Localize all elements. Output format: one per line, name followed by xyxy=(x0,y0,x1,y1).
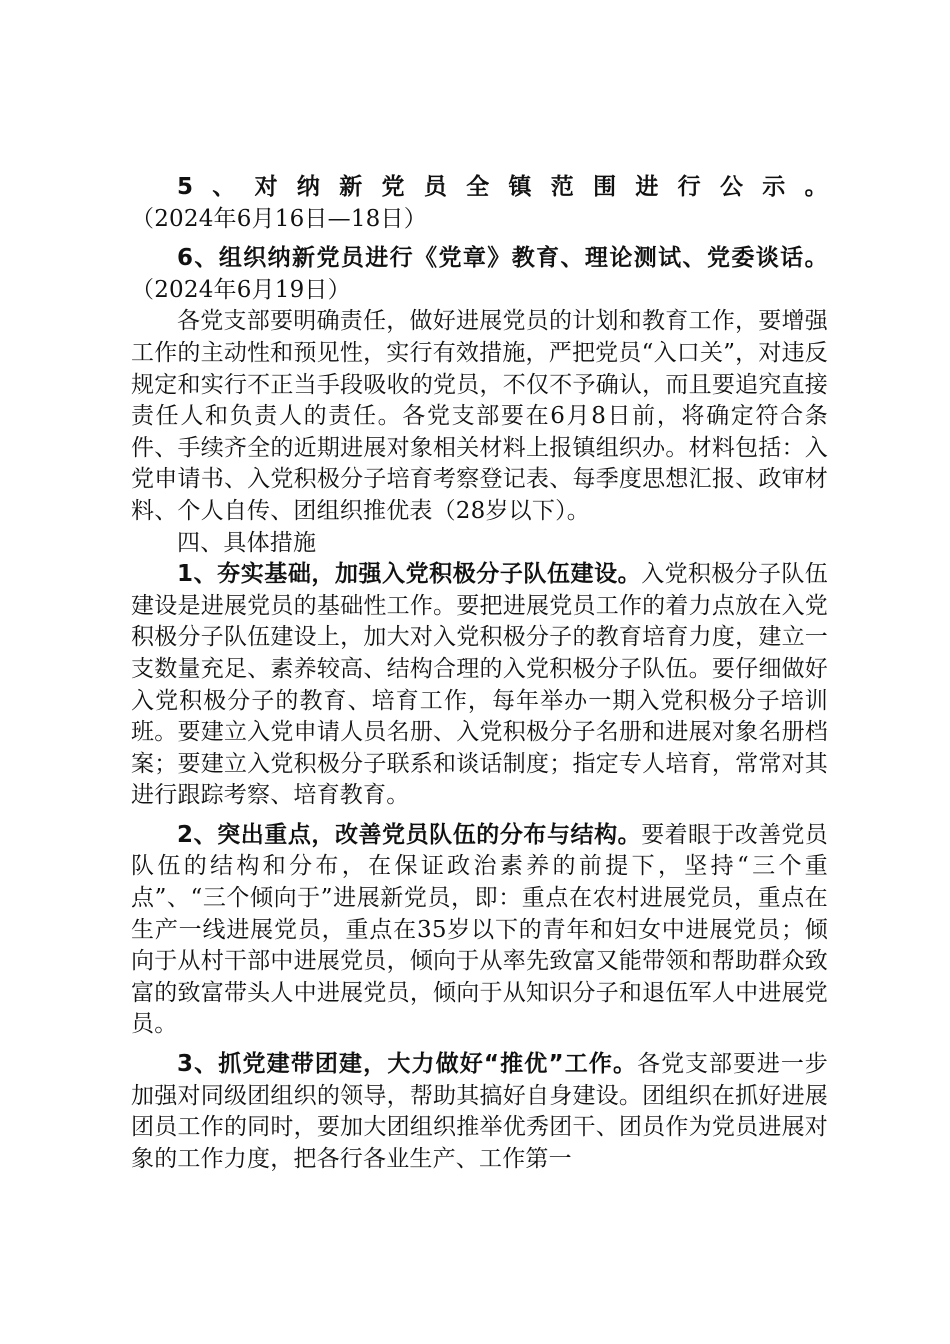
measure-2 xyxy=(131,820,828,1041)
measure-3-title: 3、抓党建带团建，大力做好“推优”工作。 xyxy=(177,1051,638,1078)
measure-1-body: 入党积极分子队伍建设是进展党员的基础性工作。要把进展党员工作的着力点放在入党积极分子队伍建设上，加大对入党积极分子的教育培育力度，建立一支数量充足、素养较高、结构合理的入党积极分子队伍。要仔细做好入党积极分子的教育、培育工作，每年举办一期入党积极分子培训班。要建立入党申请人员名册、入党积极分子名册和进展对象名册档案；要建立入党积极分子联系和谈话制度；指定专人培育，常常对其进行跟踪考察、培育教育。 xyxy=(131,561,828,809)
measure-1-title: 1、夯实基础，加强入党积极分子队伍建设。 xyxy=(177,561,642,588)
schedule-item-5 xyxy=(131,172,828,235)
section-heading: 四、具体措施 xyxy=(177,529,317,556)
schedule-item-5-title: 5、对纳新党员全镇范围进行公示。 xyxy=(177,174,828,200)
schedule-item-6 xyxy=(131,243,828,306)
schedule-item-5-date: （2024年6月16日—18日） xyxy=(131,205,427,232)
measure-2-title: 2、突出重点，改善党员队伍的分布与结构。 xyxy=(177,821,642,848)
responsibility-paragraph: 各党支部要明确责任，做好进展党员的计划和教育工作，要增强工作的主动性和预见性，实行有效措施，严把党员“入口关”，对违反规定和实行不正当手段吸收的党员，不仅不予确认，而且要追究直接责任人和负责人的责任。各党支部要在6月8日前，将确定符合条件、手续齐全的近期进展对象相关材料上报镇组织办。材料包括：入党申请书、入党积极分子培育考察登记表、每季度思想汇报、政审材料、个人自传、团组织推优表（28岁以下）。 xyxy=(131,308,828,524)
measure-2-body: 要着眼于改善党员队伍的结构和分布，在保证政治素养的前提下，坚持“三个重点”、“三个倾向于”进展新党员，即：重点在农村进展党员，重点在生产一线进展党员，重点在35岁以下的青年和妇女中进展党员；倾向于从村干部中进展党员，倾向于从率先致富又能带领和帮助群众致富的致富带头人中进展党员，倾向于从知识分子和退伍军人中进展党员。 xyxy=(131,821,828,1038)
measure-1 xyxy=(131,559,828,812)
schedule-item-6-date: （2024年6月19日） xyxy=(131,276,351,303)
measure-3-body: 各党支部要进一步加强对同级团组织的领导，帮助其搞好自身建设。团组织在抓好进展团员工作的同时，要加大团组织推举优秀团干、团员作为党员进展对象的工作力度，把各行各业生产、工作第一 xyxy=(131,1051,828,1172)
document-page xyxy=(131,172,828,1175)
schedule-item-6-title: 6、组织纳新党员进行《党章》教育、理论测试、党委谈话。 xyxy=(177,245,828,272)
measure-3 xyxy=(131,1049,828,1175)
